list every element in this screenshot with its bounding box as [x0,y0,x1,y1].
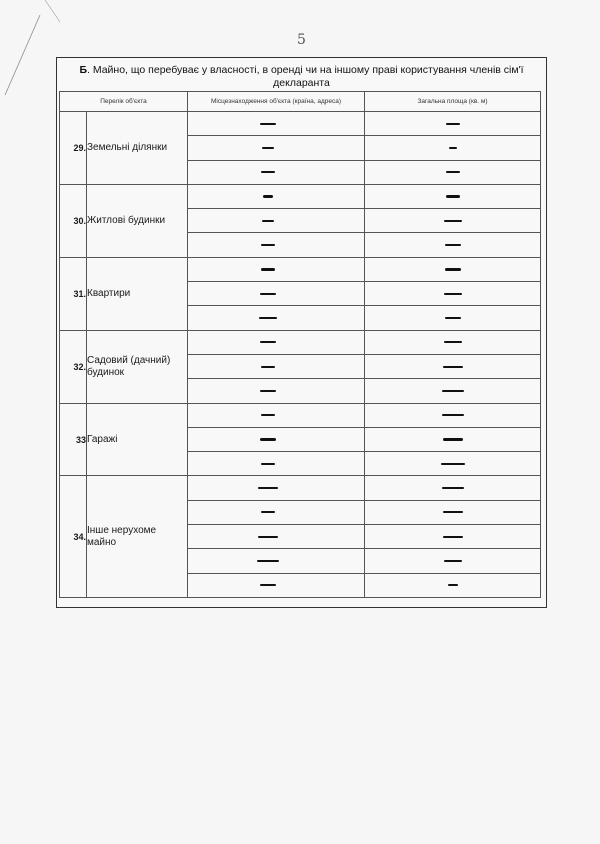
empty-mark [261,414,275,416]
empty-mark [261,463,275,465]
location-cell [188,427,365,451]
location-cell [188,112,365,136]
table-row [60,112,541,136]
empty-mark [261,511,275,513]
empty-mark [443,511,463,513]
empty-mark [441,463,465,465]
property-table [59,91,541,598]
empty-mark [443,438,463,440]
location-cell [188,379,365,403]
area-cell [365,233,541,257]
area-cell [365,330,541,354]
empty-mark [260,341,276,343]
table-header-row [60,92,541,112]
object-name: Земельні ділянки [87,112,188,185]
area-cell [365,549,541,573]
location-cell [188,257,365,281]
empty-mark [446,171,460,173]
location-cell [188,136,365,160]
location-cell [188,452,365,476]
area-cell [365,379,541,403]
area-cell [365,112,541,136]
area-cell [365,403,541,427]
area-cell [365,184,541,208]
empty-mark [260,123,276,125]
empty-mark [263,195,273,197]
location-cell [188,209,365,233]
empty-mark [444,293,462,295]
empty-mark [442,487,464,489]
empty-mark [446,123,460,125]
section-title [57,64,546,89]
location-cell [188,330,365,354]
area-cell [365,209,541,233]
table-row [60,184,541,208]
object-name: Інше нерухоме майно [87,476,188,597]
empty-mark [260,584,276,586]
header-object-list: Перелік об'єкта [60,92,188,112]
area-cell [365,257,541,281]
empty-mark [259,317,277,319]
table-row [60,476,541,500]
empty-mark [260,390,276,392]
area-cell [365,525,541,549]
table-row [60,403,541,427]
declaration-section-frame [56,57,547,608]
area-cell [365,306,541,330]
location-cell [188,160,365,184]
area-cell [365,573,541,597]
empty-mark [261,244,275,246]
section-letter: Б [79,64,88,76]
empty-mark [260,293,276,295]
area-cell [365,282,541,306]
location-cell [188,184,365,208]
object-name: Гаражі [87,403,188,476]
row-number: 34. [60,476,87,597]
empty-mark [444,220,462,222]
empty-mark [444,560,462,562]
location-cell [188,403,365,427]
area-cell [365,160,541,184]
empty-mark [262,220,274,222]
empty-mark [260,438,276,440]
table-row [60,330,541,354]
empty-mark [448,584,458,586]
object-name: Садовий (дачний) будинок [87,330,188,403]
section-title-text: . Майно, що перебуває у власності, в оренді чи на іншому праві користування членів сім'ї декларанта [87,64,524,89]
row-number: 32. [60,330,87,403]
empty-mark [262,147,274,149]
empty-mark [442,414,464,416]
location-cell [188,306,365,330]
area-cell [365,136,541,160]
object-name: Житлові будинки [87,184,188,257]
location-cell [188,354,365,378]
row-number: 30. [60,184,87,257]
empty-mark [443,366,463,368]
page-number: 5 [297,32,306,48]
row-number: 29. [60,112,87,185]
area-cell [365,354,541,378]
object-name: Квартири [87,257,188,330]
empty-mark [261,268,275,270]
empty-mark [258,536,278,538]
location-cell [188,282,365,306]
table-row [60,257,541,281]
area-cell [365,452,541,476]
location-cell [188,476,365,500]
row-number: 31. [60,257,87,330]
empty-mark [442,390,464,392]
empty-mark [449,147,457,149]
location-cell [188,549,365,573]
header-area: Загальна площа (кв. м) [365,92,541,112]
area-cell [365,476,541,500]
location-cell [188,233,365,257]
area-cell [365,500,541,524]
empty-mark [446,195,460,197]
empty-mark [445,317,461,319]
row-number: 33 [60,403,87,476]
location-cell [188,573,365,597]
empty-mark [261,171,275,173]
empty-mark [258,487,278,489]
header-location: Місцезнаходження об'єкта (країна, адреса) [188,92,365,112]
empty-mark [444,341,462,343]
empty-mark [445,268,461,270]
location-cell [188,525,365,549]
empty-mark [257,560,279,562]
empty-mark [261,366,275,368]
empty-mark [443,536,463,538]
area-cell [365,427,541,451]
location-cell [188,500,365,524]
empty-mark [445,244,461,246]
